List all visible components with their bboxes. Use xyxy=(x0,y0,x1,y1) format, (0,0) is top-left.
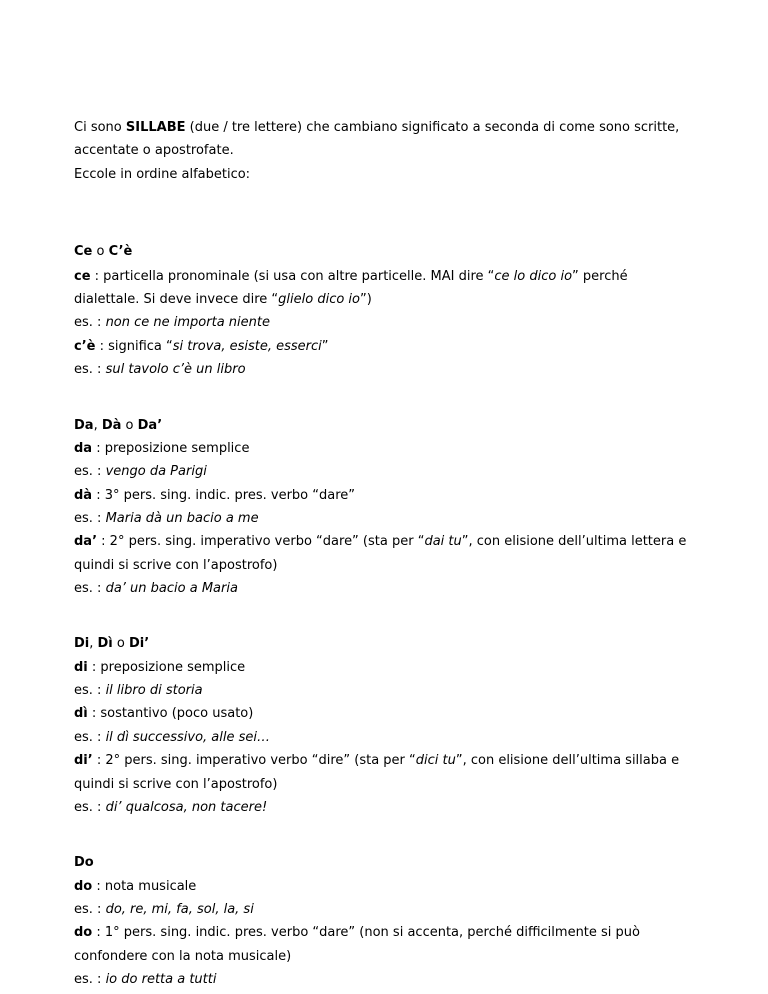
definition-do-note: do : nota musicale xyxy=(74,878,197,894)
definition-da-apostrophe: da’ : 2° pers. sing. imperativo verbo “dare” (sta per “dai tu”, con elisione dell’ultima lettera e xyxy=(74,534,687,550)
example-da-accent: es. : Maria dà un bacio a me xyxy=(74,510,259,526)
section-heading-di: Di, Dì o Di’ xyxy=(74,636,150,652)
example-do-note: es. : do, re, mi, fa, sol, la, si xyxy=(74,901,254,917)
example-ce: es. : non ce ne importa niente xyxy=(74,315,270,331)
example-di-accent: es. : il dì successivo, alle sei… xyxy=(74,729,270,745)
definition-di-accent: dì : sostantivo (poco usato) xyxy=(74,706,254,722)
definition-c-e: c’è : significa “si trova, esiste, esserci” xyxy=(74,338,329,354)
section-heading-ce: Ce o C’è xyxy=(74,244,133,260)
definition-do-verb: do : 1° pers. sing. indic. pres. verbo “dare” (non si accenta, perché difficilmente si può xyxy=(74,925,640,941)
definition-ce-cont: dialettale. Si deve invece dire “glielo dico io”) xyxy=(74,292,372,308)
intro-keyword: SILLABE xyxy=(125,120,186,135)
example-do-verb: es. : io do retta a tutti xyxy=(74,972,217,987)
example-da-apostrophe: es. : da’ un bacio a Maria xyxy=(74,581,238,596)
definition-ce: ce : particella pronominale (si usa con altre particelle. MAI dire “ce lo dico io” perché xyxy=(74,268,628,284)
section-heading-da: Da, Dà o Da’ xyxy=(74,417,163,433)
example-di: es. : il libro di storia xyxy=(74,683,203,699)
definition-di-apostrophe: di’ : 2° pers. sing. imperativo verbo “dire” (sta per “dici tu”, con elisione dell’ultima sillaba e xyxy=(74,753,680,769)
example-c-e: es. : sul tavolo c’è un libro xyxy=(74,362,246,378)
intro-line-3: Eccole in ordine alfabetico: xyxy=(74,166,251,182)
intro-line-1: Ci sono SILLABE (due / tre lettere) che cambiano significato a seconda di come sono scritte, xyxy=(74,120,680,135)
example-da: es. : vengo da Parigi xyxy=(74,464,207,480)
definition-di: di : preposizione semplice xyxy=(74,659,246,675)
definition-do-verb-cont: confondere con la nota musicale) xyxy=(74,948,292,964)
section-heading-do: Do xyxy=(74,855,94,871)
definition-da-accent: dà : 3° pers. sing. indic. pres. verbo “dare” xyxy=(74,487,355,503)
definition-da-apostrophe-cont: quindi si scrive con l’apostrofo) xyxy=(74,557,278,573)
definition-da: da : preposizione semplice xyxy=(74,440,250,456)
intro-line-2: accentate o apostrofate. xyxy=(74,143,234,159)
definition-di-apostrophe-cont: quindi si scrive con l’apostrofo) xyxy=(74,776,278,792)
example-di-apostrophe: es. : di’ qualcosa, non tacere! xyxy=(74,799,268,815)
